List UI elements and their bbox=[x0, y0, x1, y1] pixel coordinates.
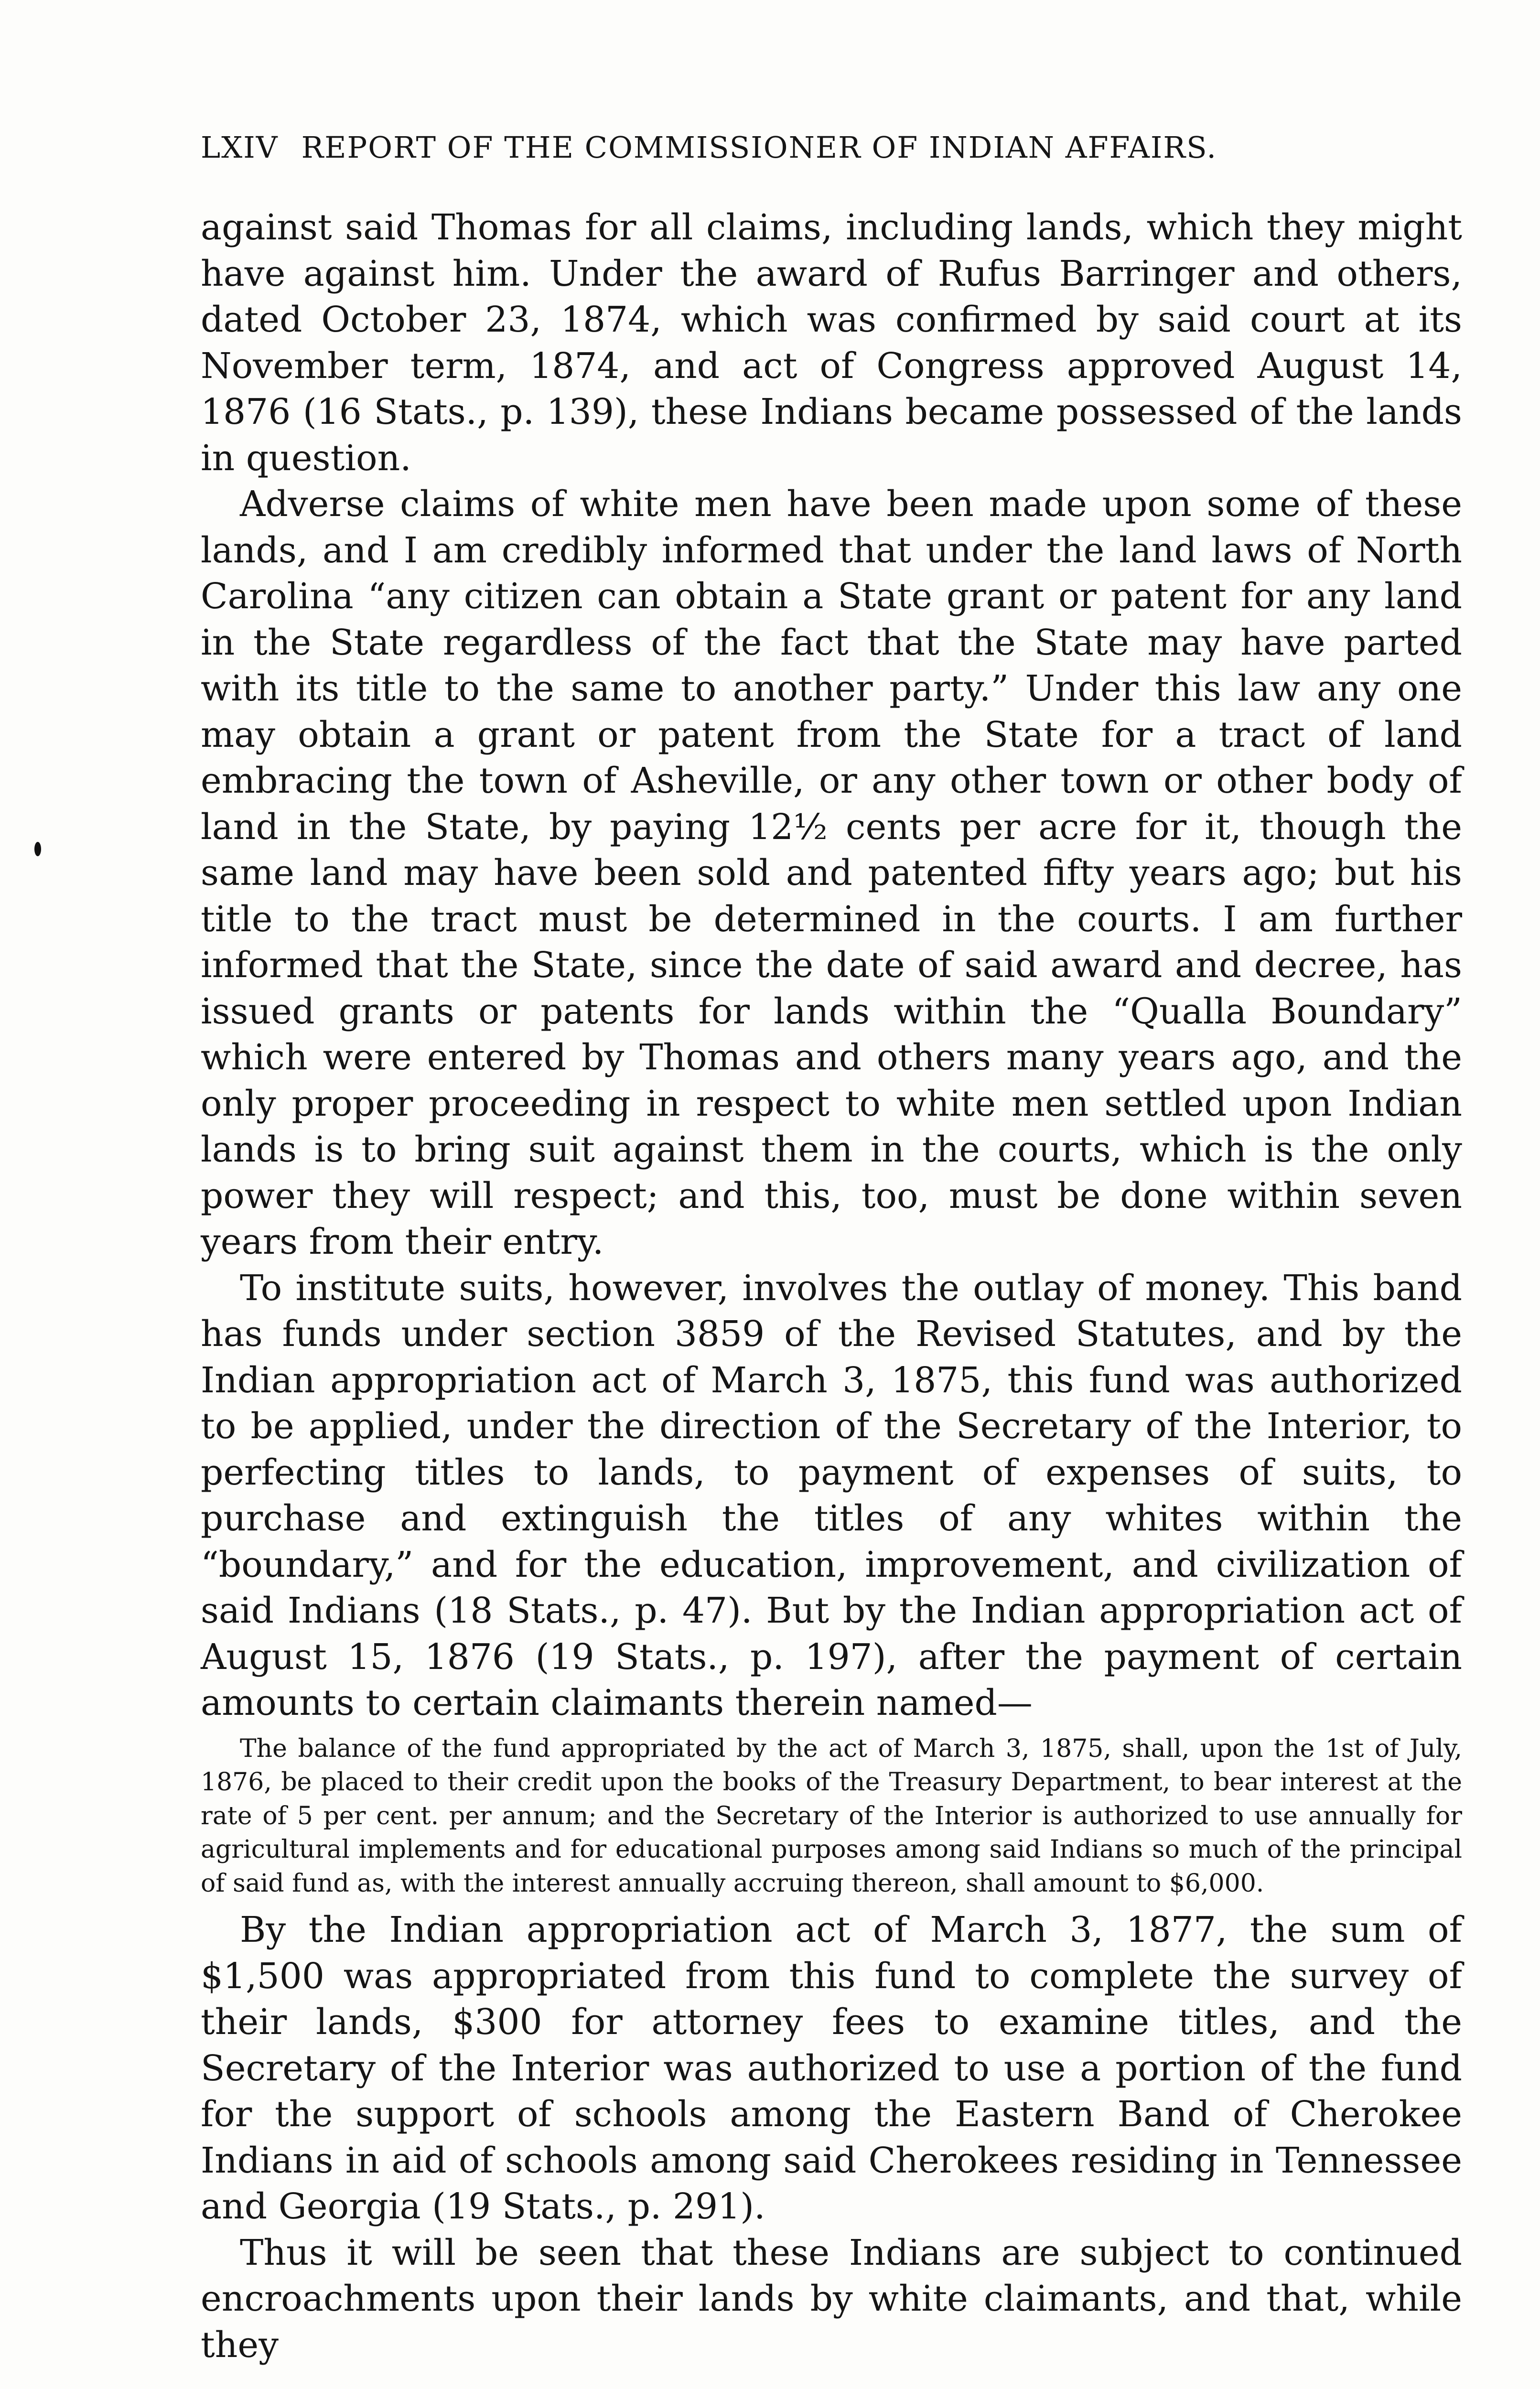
paragraph-institute-suits: To institute suits, however, involves the outlay of money. This band has funds under section 3859 of the Revised Statutes, and by the Indian appropriation act of March 3, 1875, this fund was authorized to be applied, under the direction of the Secretary of the Interior, to perfecting titles to lands, to payment of expenses of suits, to purchase and extinguish the titles of any whites within the “boundary,” and for the education, improvement, and civilization of said Indians (18 Stats., p. 47). But by the Indian appropriation act of August 15, 1876 (19 Stats., p. 197), after the payment of certain amounts to certain claimants therein named— bbox=[201, 1267, 1462, 1723]
running-title: REPORT OF THE COMMISSIONER OF INDIAN AFFAIRS. bbox=[301, 130, 1217, 165]
body-text bbox=[201, 204, 1462, 2368]
paragraph-appropriation-1877: By the Indian appropriation act of March 3, 1877, the sum of $1,500 was appropriated from this fund to complete the survey of their lands, $300 for attorney fees to examine titles, and the Secretary of the Interior was authorized to use a portion of the fund for the support of schools among the Eastern Band of Cherokee Indians in aid of schools among said Cherokees residing in Tennessee and Georgia (19 Stats., p. 291). bbox=[201, 1909, 1462, 2227]
paragraph-adverse-claims: Adverse claims of white men have been made upon some of these lands, and I am credibly informed that under the land laws of North Carolina “any citizen can obtain a State grant or patent for any land in the State regardless of the fact that the State may have parted with its title to the same to another party.” Under this law any one may obtain a grant or patent from the State for a tract of land embracing the town of Asheville, or any other town or other body of land in the State, by paying 12½ cents per acre for it, though the same land may have been sold and patented fifty years ago; but his title to the tract must be determined in the courts. I am further informed that the State, since the date of said award and decree, has issued grants or patents for lands within the “Qualla Boundary” which were entered by Thomas and others many years ago, and the only proper proceeding in respect to white men settled upon Indian lands is to bring suit against them in the courts, which is the only power they will respect; and this, too, must be done within seven years from their entry. bbox=[201, 484, 1462, 1262]
scan-speck bbox=[34, 842, 41, 856]
block-quote-statute: The balance of the fund appropriated by the act of March 3, 1875, shall, upon the 1st of July, 1876, be placed to their credit upon the books of the Treasury Department, to bear interest at the rate of 5 per cent. per annum; and the Secretary of the Interior is authorized to use annually for agricultural implements and for educational purposes among said Indians so much of the principal of said fund as, with the interest annually accruing thereon, shall amount to $6,000. bbox=[201, 1734, 1462, 1898]
paragraph-conclusion: Thus it will be seen that these Indians are subject to continued encroachments upon their lands by white claimants, and that, while they bbox=[201, 2232, 1462, 2366]
running-header bbox=[201, 130, 1347, 165]
page-folio: LXIV bbox=[201, 130, 279, 165]
paragraph-continuation: against said Thomas for all claims, including lands, which they might have against him. Under the award of Rufus Barringer and others, dated October 23, 1874, which was confirmed by said court at its November term, 1874, and act of Congress approved August 14, 1876 (16 Stats., p. 139), these Indians became possessed of the lands in question. bbox=[201, 207, 1462, 479]
